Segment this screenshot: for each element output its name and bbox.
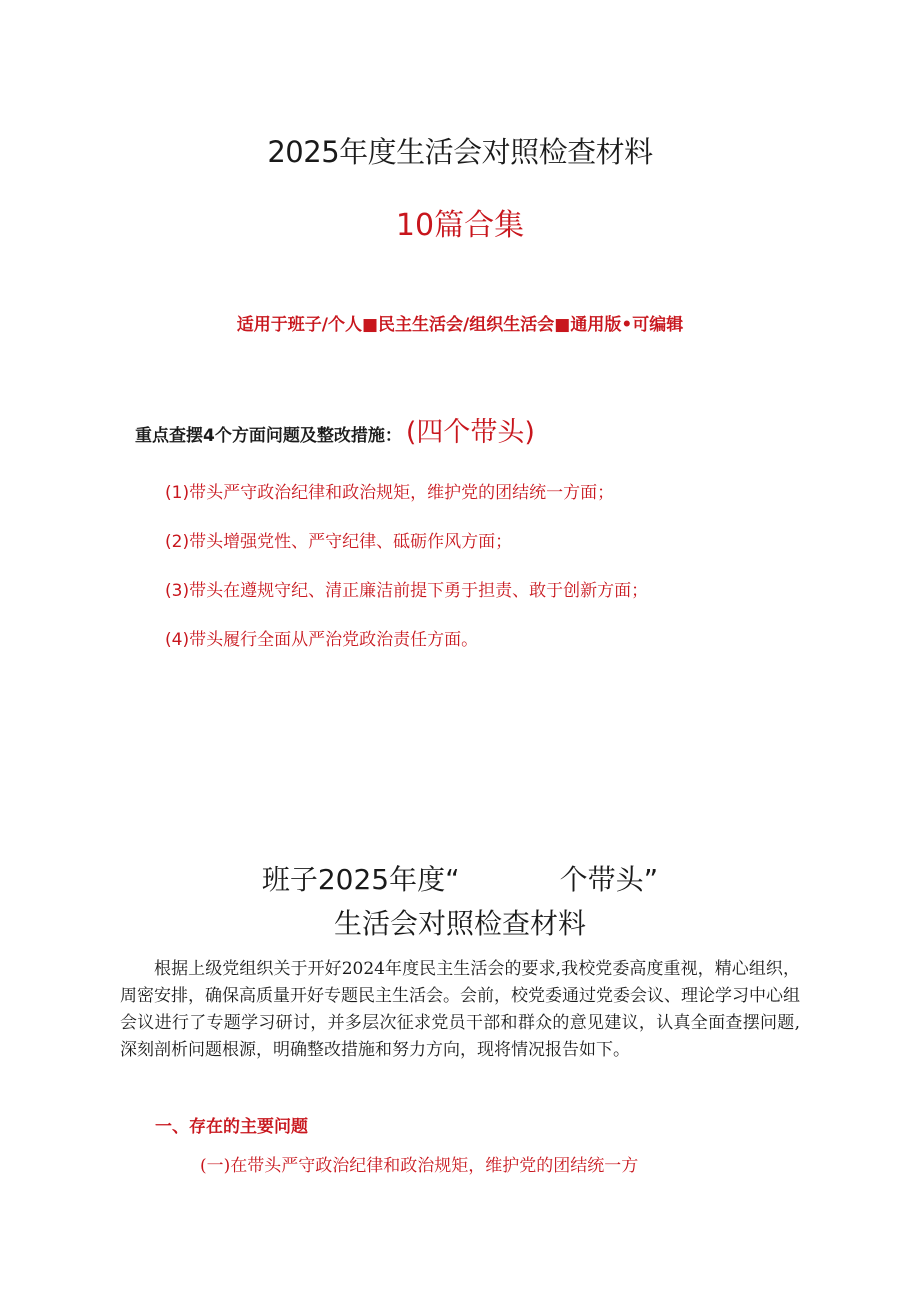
focus-item-number: (1) — [165, 483, 190, 503]
section-title: 一、存在的主要问题 — [155, 1117, 308, 1137]
focus-tag: (四个带头) — [405, 417, 535, 448]
subsection-title: (一)在带头严守政治纪律和政治规矩，维护党的团结统一方 — [200, 1156, 639, 1176]
article-heading-line2: 生活会对照检查材料 — [333, 907, 586, 940]
cover-subtitle: 10篇合集 — [395, 208, 525, 243]
focus-item-2 — [165, 527, 512, 552]
focus-item-text: 带头严守政治纪律和政治规矩，维护党的团结统一方面； — [189, 483, 615, 503]
focus-item-text: 带头增强党性、严守纪律、砥砺作风方面； — [189, 532, 513, 552]
article-heading-part2: 个带头” — [559, 863, 659, 896]
focus-item-text: 带头履行全面从严治党政治责任方面。 — [189, 630, 479, 650]
article-heading-part1: 班子2025年度“ — [261, 863, 460, 896]
focus-label: 重点查摆4个方面问题及整改措施： — [135, 426, 402, 446]
focus-item-3 — [165, 576, 648, 601]
focus-item-1 — [165, 478, 614, 503]
focus-item-text: 带头在遵规守纪、清正廉洁前提下勇于担责、敢于创新方面； — [189, 581, 649, 601]
article-paragraph: 根据上级党组织关于开好2024年度民主生活会的要求,我校党委高度重视，精心组织，周密安排，确保高质量开好专题民主生活会。会前，校党委通过党委会议、理论学习中心组会议进行了专题学习研讨，并多层次征求党员干部和群众的意见建议，认真全面查摆问题,深刻剖析问题根源，明确整改措施和努力方向，现将情况报告如下。 — [120, 959, 800, 1060]
focus-item-number: (2) — [165, 532, 190, 552]
focus-item-4 — [165, 625, 478, 650]
cover-title: 2025年度生活会对照检查材料 — [267, 135, 653, 169]
article-heading-line1 — [0, 858, 920, 898]
focus-item-number: (3) — [165, 581, 190, 601]
focus-line — [135, 410, 535, 449]
cover-scope-line: 适用于班子/个人■民主生活会/组织生活会■通用版•可编辑 — [236, 315, 684, 335]
focus-item-number: (4) — [165, 630, 190, 650]
